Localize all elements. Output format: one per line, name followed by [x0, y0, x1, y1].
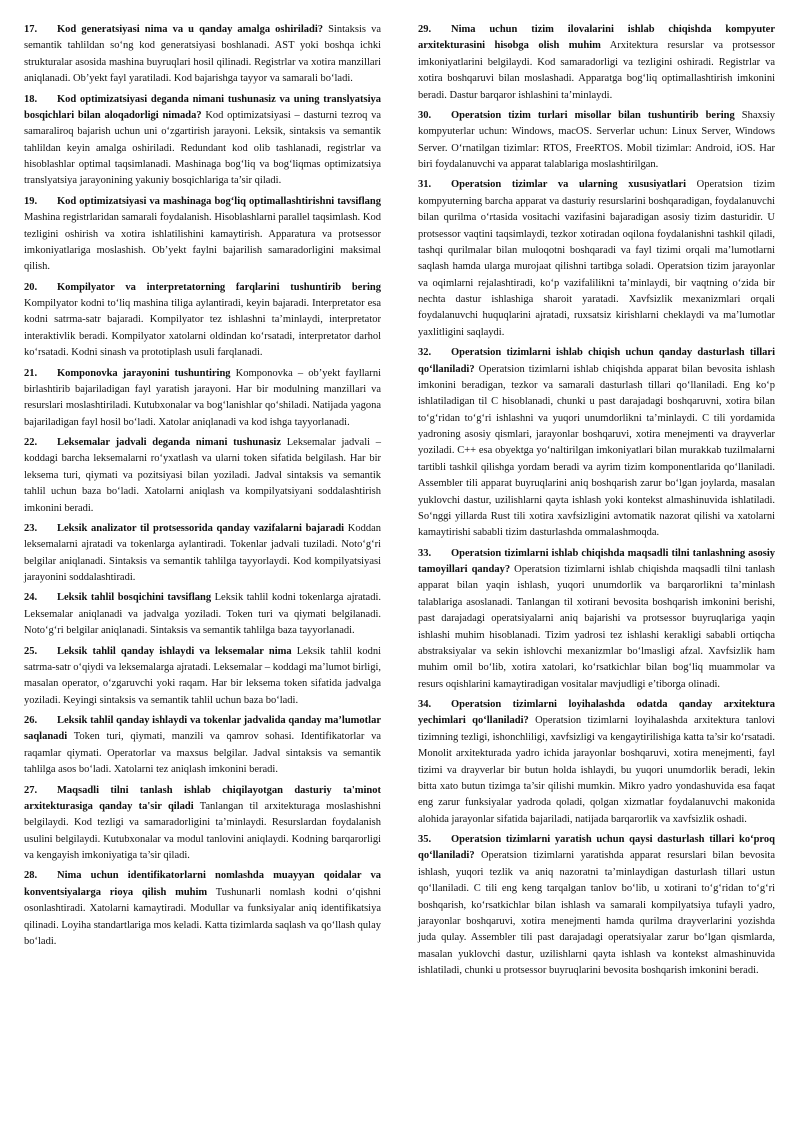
question-entry: [418, 546, 775, 693]
answer-text: Leksik tahlil kodni tokenlarga ajratadi. Leksemalar aniqlanadi va jadvalga yoziladi. Token turi va qiymati belgilanadi. Noto‘g‘ri belgilar aniqlanadi. Sintaksis va semantik tahlilga baza tayyorlanadi.: [24, 592, 382, 637]
question-number: 32.: [418, 347, 432, 359]
answer-text: Kod optimizatsiyasi – dasturni tezroq va samaraliroq bajarish uchun uni o‘zgartirish jarayoni. Leksik, sintaksis va semantik tahlildan keyin amalga oshiriladi. Redundant kod olib tashlanadi, registrlar va hisoblashlar optimal taqsimlanadi. Mashinaga bog‘liq va bog‘liqmas optimizatsiya translyatsiya jarayonining yakuniy bosqichlariga ta’sir qiladi.: [24, 109, 382, 187]
question-title: Operatsion tizimlarni loyihalashda odatda qanday arxitektura yechimlari qo‘llaniladi?: [418, 699, 775, 727]
answer-text: Operatsion tizimlarni ishlab chiqishda apparat bilan bevosita ishlash imkonini beradigan, tezkor va samarali dasturlash tillari qo‘llaniladi. Eng ko‘p ishlatiladigan til C hisoblanadi, chunki u past darajadagi boshqaruvni, xotira bilan to‘g‘ridan to‘g‘ri ishlashni va yuqori unumdorlikni ta’minlaydi. C tili yordamida yadroning asosiy qismlari, jarayonlar boshqaruvi, xotira menejmenti va drayverlar yoziladi. C++ esa obyektga yo‘naltirilgan imkoniyatlari bilan murakkab tuzilmalarni tartibli tashkil qilishga yordam beradi va ayrim tizim komponentlarida qo‘llaniladi. Assembler tili apparat buyruqlarini aniq boshqarish zarur bo‘lgan joylarda, masalan yuklovchi dastur, uzilishlarni qayta ishlash yoki kontekst almashinuvida ishlatiladi. So‘nggi yillarda Rust tili xotira xavfsizligini avtomatik nazorat qilishi va xatolarni kamaytirishi sababli tizim dasturlashda ommalashmoqda.: [418, 363, 775, 539]
question-number: 22.: [24, 437, 38, 448]
question-entry: [24, 435, 381, 517]
question-title: Operatsion tizimlarni ishlab chiqish uchun qanday dasturlash tillari qo‘llaniladi?: [418, 347, 775, 375]
question-number: 26.: [24, 715, 38, 726]
answer-text: Mashina registrlaridan samarali foydalanish. Hisoblashlarni parallel taqsimlash. Kod tezligini oshirish va xotira ishlatilishini kamaytirish. Apparatura va protsessor imkoniyatlariga moslashish. Ob’yekt faylni bajarilish samaradorligini maksimal qilish.: [24, 212, 381, 273]
question-title: Leksik tahlil qanday ishlaydi va leksemalar nima: [57, 645, 292, 657]
question-number: 18.: [24, 93, 38, 105]
left-column: [24, 22, 381, 954]
answer-text: Leksik tahlil kodni satrma-satr o‘qiydi va leksemalarga ajratadi. Leksemalar – koddagi ma’lumot birligi, masalan operator, o‘zgaruvchi yoki raqam. Har bir leksema token sifatida jadvalga yoziladi. Keyingi sintaksis va semantik tahlil uchun baza bo‘ladi.: [24, 645, 382, 706]
question-number: 33.: [418, 547, 432, 559]
question-number: 27.: [24, 784, 38, 796]
answer-text: Koddan leksemalarni ajratadi va tokenlarga aylantiradi. Tokenlar jadvali tuziladi. Noto‘g‘ri belgilar aniqlanadi. Sintaksis va semantik tahlilga tayyorlaydi. Kod kompilyatsiyasi jarayonini soddalashtiradi.: [24, 522, 381, 583]
question-entry: [24, 783, 381, 865]
answer-text: Kompilyator kodni to‘liq mashina tiliga aylantiradi, keyin bajaradi. Interpretator esa kodni satrma-satr bajaradi. Kompilyator tez ishlashni ta’minlaydi, interpretator interaktivlik beradi. Kompilyator xatolarni oldindan ko‘rsatadi, interpretator darhol ko‘rsatadi. Kodni sinash va prototiplash usuli farqlanadi.: [24, 298, 381, 359]
question-number: 17.: [24, 24, 38, 35]
question-title: Kod optimizatsiyasi va mashinaga bog‘liq optimallashtirishni tavsiflang: [57, 195, 381, 207]
question-number: 28.: [24, 870, 38, 882]
answer-text: Komponovka – ob’yekt fayllarni birlashtirib bajariladigan fayl yaratish jarayoni. Har bir modulning manzillari va resurslari moslashtiriladi. Kutubxonalar va bog‘lanishlar qo‘shiladi. Natijada yagona bajariladigan fayl hosil bo‘ladi. Xatolar aniqlanadi va kod ishga tayyorlanadi.: [24, 367, 381, 428]
question-title: Leksik analizator til protsessorida qanday vazifalarni bajaradi: [57, 522, 345, 534]
question-number: 29.: [418, 24, 432, 35]
question-entry: [24, 644, 381, 710]
question-entry: [24, 22, 381, 88]
question-number: 21.: [24, 367, 38, 379]
question-title: Operatsion tizim turlari misollar bilan tushuntirib bering: [451, 109, 735, 121]
question-number: 19.: [24, 195, 38, 207]
answer-text: Leksemalar jadvali – koddagi barcha leksemalarni ro‘yxatlash va ularni token sifatida belgilash. Har bir leksema turi, qiymati va pozitsiyasi bilan yoziladi. Jadval sintaksis va semantik tahlil uchun baza bo‘ladi. Xatolarni aniqlash va kompilyatsiyani soddalashtirish imkonini beradi.: [24, 437, 382, 514]
answer-text: Operatsion tizimlarni ishlab chiqishda maqsadli tilni tanlash apparat bilan yaqin ishlash, yuqori unumdorlik va barqarorlikni ta’minlash talablariga asoslanadi. Tanlangan til xotirani bevosita boshqarish imkonini berishi, past darajadagi operatsiyalarni aniq bajarishi va protsessor buyruqlariga yaqin ishlashi muhim hisoblanadi. Tizim yadrosi tez ishlashi kerakligi sababli ortiqcha abstraksiyalar va sekin ishlovchi mexanizmlar bo‘lmasligi afzal. Xavfsizlik ham muhim omil bo‘lib, xotira xatolari, ko‘rsatkichlar bilan bog‘liq muammolar va resurs oqishlarini kamaytiradigan vositalar mavjudligi e’tiborga olinadi.: [418, 564, 775, 690]
question-title: Operatsion tizimlarni yaratish uchun qaysi dasturlash tillari ko‘proq qo‘llaniladi?: [418, 834, 775, 862]
question-title: Maqsadli tilni tanlash ishlab chiqilayotgan dasturiy ta'minot arxitekturasiga qanday ta'sir qiladi: [24, 784, 381, 812]
question-entry: [418, 108, 775, 174]
question-entry: [418, 177, 775, 341]
question-entry: [24, 92, 381, 190]
question-entry: [418, 697, 775, 828]
answer-text: Operatsion tizimlarni yaratishda apparat resurslari bilan bevosita ishlash, yuqori tezlik va aniq nazoratni ta’minlaydigan dasturlash tillari ustun qo‘llaniladi. C tili eng keng tarqalgan tanlov bo‘lib, u xotirani to‘g‘ridan to‘g‘ri boshqarish, ko‘rsatkichlar bilan ishlash va samarali kompilyatsiya tufayli yadro, jarayonlar boshqaruvi, xotira menejmenti hamda qurilma drayverlarini yozishda juda qulay. Assembler tili past darajadagi operatsiyalar zarur bo‘lgan qismlarda, masalan yuklovchi dastur, uzilishlarni qayta ishlash va kontekst almashinuvida ishlatiladi, chunki u protsessor buyruqlarini bevosita boshqarish imkonini beradi.: [418, 850, 775, 976]
question-title: Kod generatsiyasi nima va u qanday amalga oshiriladi?: [57, 24, 323, 35]
answer-text: Operatsion tizim kompyuterning barcha apparat va dasturiy resurslarini boshqaradigan, foydalanuvchi bilan qurilma o‘rtasida vositachi vazifasini bajaradigan asosiy tizim dasturidir. U protsessor vaqtini taqsimlaydi, tezkor xotiradan oqilona foydalanishni tashkil qiladi, tashqi qurilmalar bilan muloqotni boshqaradi va fayl tizimi orqali ma’lumotlarni saqlash hamda ularga murojaat qilishni tartibga soladi. Operatsion tizim jarayonlar va oqimlarni rejalashtiradi, ko‘p vazifalilikni ta’minlaydi, bir vaqtning o‘zida bir nechta dastur ishlashiga sharoit yaratadi. Xavfsizlik mexanizmlari orqali foydalanuvchi huquqlarini ajratadi, ruxsatsiz kirishlarni cheklaydi va ma’lumotlar yaxlitligini saqlaydi.: [418, 179, 775, 338]
question-title: Nima uchun tizim ilovalarini ishlab chiqishda kompyuter arxitekturasini hisobga olish muhim: [418, 24, 775, 52]
question-entry: [24, 521, 381, 587]
answer-text: Tushunarli nomlash kodni o‘qishni osonlashtiradi. Xatolarni kamaytiradi. Modullar va funksiyalar aniq identifikatsiya qilinadi. Loyiha standartlariga mos keladi. Katta tizimlarda saqlash va qo‘llash qulay bo‘ladi.: [24, 886, 381, 947]
question-title: Kod optimizatsiyasi deganda nimani tushunasiz va uning translyatsiya bosqichlari bilan aloqadorligi nimada?: [24, 93, 381, 121]
question-number: 23.: [24, 522, 38, 534]
question-entry: [24, 590, 381, 639]
answer-text: Token turi, qiymati, manzili va qamrov sohasi. Identifikatorlar va raqamlar qiymati. Operatorlar va maxsus belgilar. Jadval sintaksis va semantik tahlilga asos bo‘ladi. Xatolarni tez aniqlash imkonini beradi.: [24, 731, 381, 776]
question-title: Operatsion tizimlarni ishlab chiqishda maqsadli tilni tanlashning asosiy tamoyillari qanday?: [418, 547, 775, 575]
question-title: Operatsion tizimlar va ularning xususiyatlari: [451, 179, 686, 191]
question-entry: [418, 22, 775, 104]
question-number: 31.: [418, 179, 432, 191]
question-title: Leksemalar jadvali deganda nimani tushunasiz: [57, 437, 282, 448]
question-number: 24.: [24, 592, 38, 604]
question-number: 25.: [24, 645, 38, 657]
question-number: 34.: [418, 699, 432, 710]
answer-text: Shaxsiy kompyuterlar uchun: Windows, macOS. Serverlar uchun: Linux Server, Windows Server. O‘rnatilgan tizimlar: RTOS, FreeRTOS. Mobil tizimlar: Android, iOS. Har biri foydalanuvchi va apparat talablariga moslashtirilgan.: [418, 109, 776, 170]
question-entry: [418, 345, 775, 542]
question-entry: [24, 713, 381, 779]
question-number: 35.: [418, 834, 432, 845]
question-number: 20.: [24, 281, 38, 293]
answer-text: Operatsion tizimlarni loyihalashda arxitektura tanlovi tizimning tezligi, ishonchliligi, xavfsizligi va kengaytirilishiga katta ta’sir ko‘rsatadi. Monolit arxitekturada yadro ichida jarayonlar boshqaruvi, xotira menejmenti, fayl tizimi va drayverlar bir butun holda ishlaydi, bu yuqori unumdorlik beradi, lekin bitta xato butun tizimga ta’sir qilishi mumkin. Mikro yadro yondashuvida esa faqat eng zarur funksiyalar yadroda qoladi, qolgan xizmatlar foydalanuvchi makonida alohida jarayonlar sifatida bajariladi, natijada barqarorlik va xavfsizlik oshadi.: [418, 715, 775, 825]
right-column: [418, 22, 775, 983]
question-entry: [24, 280, 381, 362]
question-entry: [24, 868, 381, 950]
question-title: Kompilyator va interpretatorning farqlarini tushuntirib bering: [57, 281, 381, 293]
question-entry: [24, 194, 381, 276]
question-number: 30.: [418, 109, 432, 121]
answer-text: Tanlangan til arxitekturaga moslashishni belgilaydi. Kod tezligi va samaradorligini ta’minlaydi. Resurslardan foydalanish usulini belgilaydi. Kutubxonalar va modul tanlovini aniqlaydi. Kodning barqarorligi va kengayish imkoniyatiga ta’sir qiladi.: [24, 800, 382, 861]
question-title: Nima uchun identifikatorlarni nomlashda muayyan qoidalar va konventsiyalarga rioya qilish muhim: [24, 870, 381, 898]
question-title: Leksik tahlil bosqichini tavsiflang: [57, 592, 212, 604]
question-entry: [418, 832, 775, 979]
question-title: Leksik tahlil qanday ishlaydi va tokenlar jadvalida qanday ma’lumotlar saqlanadi: [24, 715, 381, 743]
answer-text: Sintaksis va semantik tahlildan so‘ng kod generatsiyasi boshlanadi. AST yoki boshqa ichki strukturalar asosida mashina buyruqlari hosil qilinadi. Registrlar va xotira manzillari aniqlanadi. Ob’yekt fayl yaratiladi. Kod bajarishga tayyor va samarali bo‘ladi.: [24, 24, 381, 85]
question-title: Komponovka jarayonini tushuntiring: [57, 367, 231, 379]
question-entry: [24, 366, 381, 432]
answer-text: Arxitektura resurslar va protsessor imkoniyatlarini belgilaydi. Kod samaradorligi va tezligini oshiradi. Registrlar va xotira boshqaruvi bilan moslashadi. Apparatga bog‘liq optimallashtirish imkonini beradi. Dastur barqaror ishlashini ta’minlaydi.: [418, 40, 775, 101]
